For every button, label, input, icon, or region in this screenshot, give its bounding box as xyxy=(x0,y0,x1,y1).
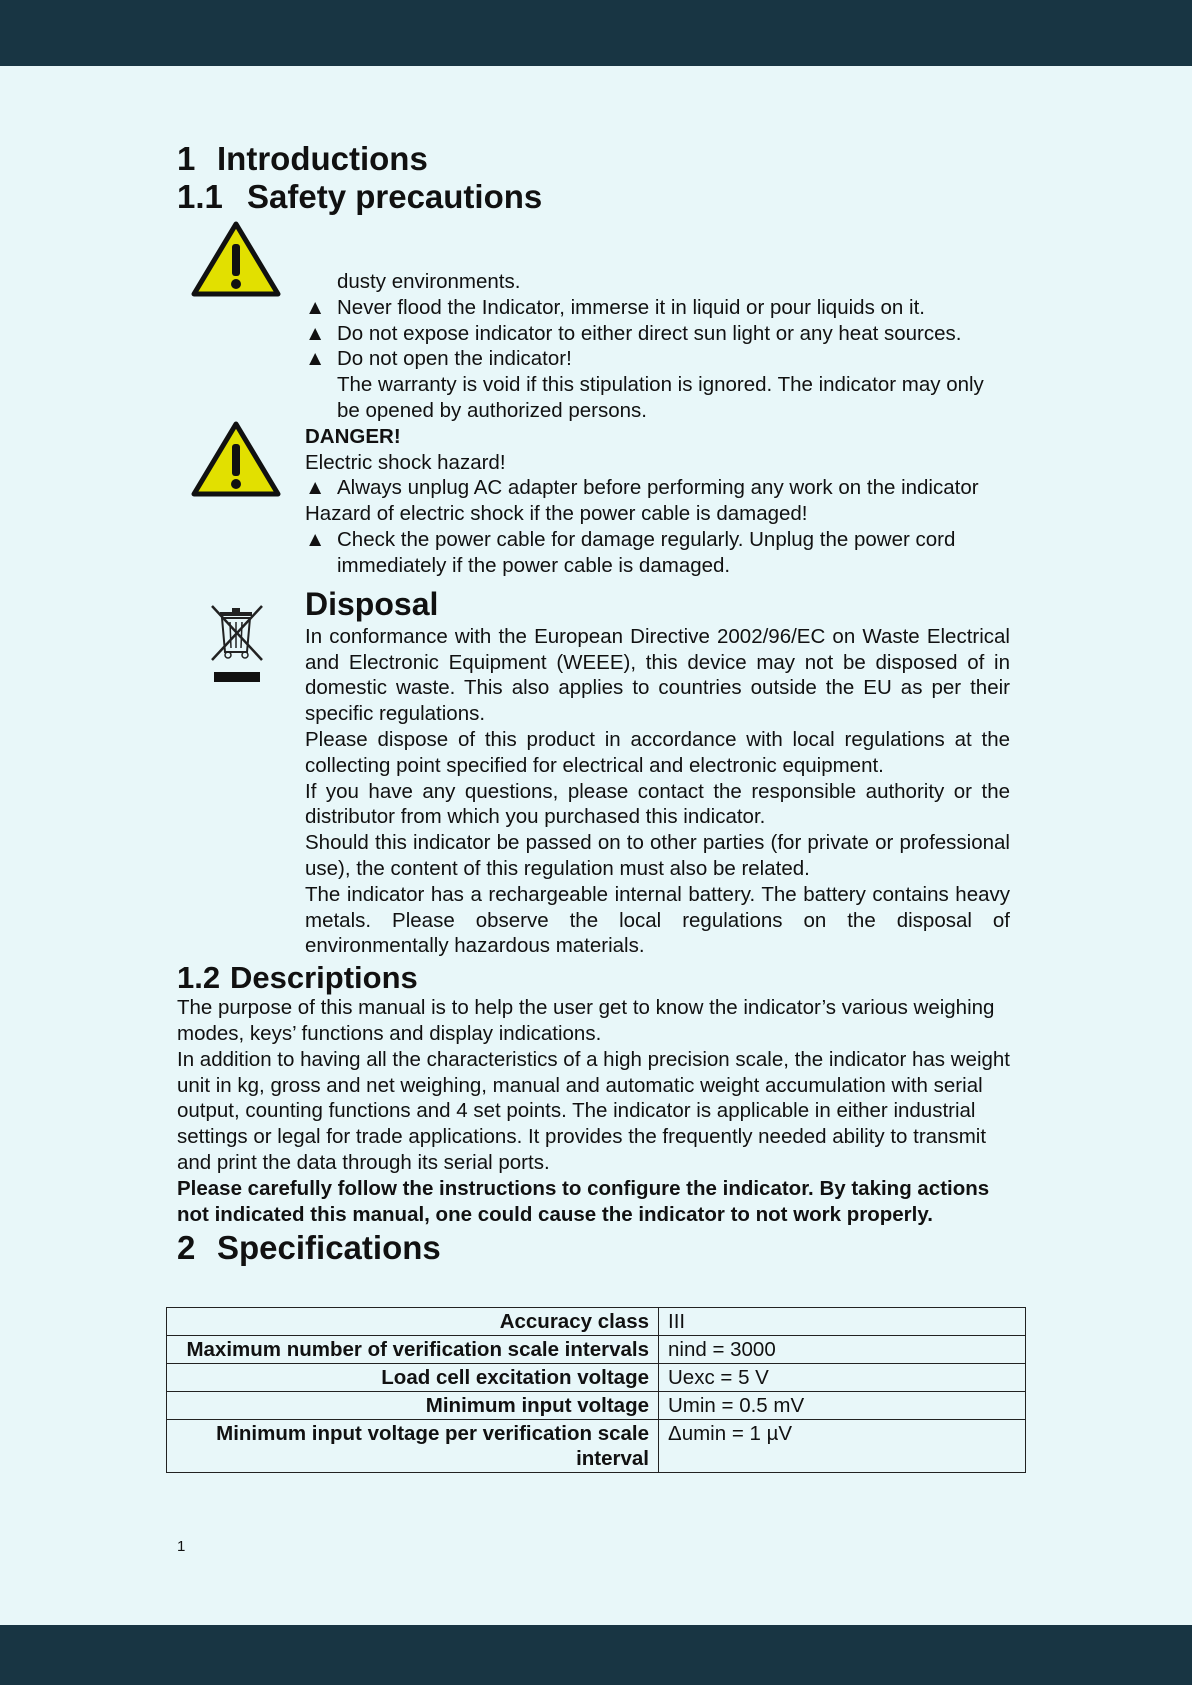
section-2-heading xyxy=(177,1229,1017,1267)
spec-label: Load cell excitation voltage xyxy=(167,1364,659,1392)
danger-line: Hazard of electric shock if the power cable is damaged! xyxy=(305,502,808,526)
disposal-paragraph: Should this indicator be passed on to other parties (for private or professional use), the content of this regulation must also be related. xyxy=(305,831,1010,880)
table-row xyxy=(167,1364,1026,1392)
spec-value: Umin = 0.5 mV xyxy=(659,1392,1026,1420)
bullet-mark: ▲ xyxy=(305,321,326,345)
danger-line: Electric shock hazard! xyxy=(305,450,506,474)
continued-text: dusty environments. xyxy=(337,270,521,293)
table-row xyxy=(167,1392,1026,1420)
bullet-text: Do not open the indicator! xyxy=(337,347,572,371)
disposal-block xyxy=(177,586,1017,959)
danger-bullet xyxy=(305,475,1010,501)
warranty-note: The warranty is void if this stipulation is ignored. The indicator may only be opened by authorized persons. xyxy=(337,373,984,422)
crossed-out-wheelie-bin-icon xyxy=(208,602,268,688)
page-number: 1 xyxy=(177,1538,186,1555)
section-number: 1.1 xyxy=(177,178,223,215)
disposal-paragraph: If you have any questions, please contact the responsible authority or the distributor from which you purchased this indicator. xyxy=(305,779,1010,829)
spec-value: Uexc = 5 V xyxy=(659,1364,1026,1392)
spec-value: Δumin = 1 µV xyxy=(659,1420,1026,1473)
section-number: 1 xyxy=(177,140,196,177)
bottom-bar xyxy=(0,1625,1192,1685)
spec-label: Accuracy class xyxy=(167,1308,659,1336)
disposal-paragraph: The indicator has a rechargeable internal battery. The battery contains heavy metals. Please observe the local regulations on the disposal of environmentally hazardous materials. xyxy=(305,882,1010,958)
description-paragraph: In addition to having all the characteristics of a high precision scale, the indicator has weight unit in kg, gross and net weighing, manual and automatic weight accumulation with serial output, counting functions and 4 set points. The indicator is applicable in either industrial settings or legal for trade applications. It provides the frequently needed ability to transmit and print the data through its serial ports. xyxy=(177,1047,1011,1174)
section-1-heading xyxy=(177,140,1017,178)
danger-block xyxy=(177,424,1017,584)
section-1-2-heading xyxy=(177,961,1017,995)
safety-bullet xyxy=(305,346,1010,372)
section-number: 1.2 xyxy=(177,960,221,996)
danger-title: DANGER! xyxy=(305,424,401,448)
table-row xyxy=(167,1420,1026,1473)
spec-label: Minimum input voltage xyxy=(167,1392,659,1420)
bullet-text: Do not expose indicator to either direct sun light or any heat sources. xyxy=(337,321,962,345)
section-number: 2 xyxy=(177,1229,196,1267)
document-page xyxy=(177,140,1017,1267)
bullet-text: Never flood the Indicator, immerse it in liquid or pour liquids on it. xyxy=(337,295,925,319)
description-paragraph: The purpose of this manual is to help the user get to know the indicator’s various weighing modes, keys’ functions and display indications. xyxy=(177,996,995,1045)
danger-bullet xyxy=(305,527,1010,579)
spec-label: Maximum number of verification scale intervals xyxy=(167,1336,659,1364)
section-title: Safety precautions xyxy=(247,178,543,215)
safety-bullet xyxy=(305,321,1010,347)
section-title: Descriptions xyxy=(230,960,418,996)
table-row xyxy=(167,1308,1026,1336)
section-title: Specifications xyxy=(217,1229,441,1267)
spec-value: nind = 3000 xyxy=(659,1336,1026,1364)
top-bar xyxy=(0,0,1192,66)
spec-value: III xyxy=(659,1308,1026,1336)
section-title: Introductions xyxy=(217,140,428,177)
bullet-text: Always unplug AC adapter before performing any work on the indicator xyxy=(337,476,979,500)
disposal-paragraph: In conformance with the European Directive 2002/96/EC on Waste Electrical and Electronic Equipment (WEEE), this device may not be disposed of in domestic waste. This also applies to countries outside the EU as per their specific regulations. xyxy=(305,624,1010,726)
disposal-paragraph: Please dispose of this product in accordance with local regulations at the collecting point specified for electrical and electronic equipment. xyxy=(305,727,1010,777)
description-warning: Please carefully follow the instructions to configure the indicator. By taking actions not indicated this manual, one could cause the indicator to not work properly. xyxy=(177,1176,990,1226)
spec-label: Minimum input voltage per verification scale interval xyxy=(167,1420,659,1473)
section-1-1-heading xyxy=(177,178,1017,216)
disposal-title: Disposal xyxy=(305,585,439,622)
table-row xyxy=(167,1336,1026,1364)
safety-bullet xyxy=(305,295,1010,321)
descriptions-body xyxy=(177,995,1017,1227)
bullet-mark: ▲ xyxy=(305,295,326,319)
specifications-table xyxy=(166,1307,1026,1473)
bullet-text: Check the power cable for damage regularly. Unplug the power cord immediately if the power cable is damaged. xyxy=(337,527,956,577)
safety-block xyxy=(177,220,1017,424)
bullet-mark: ▲ xyxy=(305,476,326,500)
bullet-mark: ▲ xyxy=(305,347,326,371)
bullet-mark: ▲ xyxy=(305,527,326,551)
warning-triangle-icon xyxy=(190,420,282,498)
warning-triangle-icon xyxy=(190,220,282,298)
